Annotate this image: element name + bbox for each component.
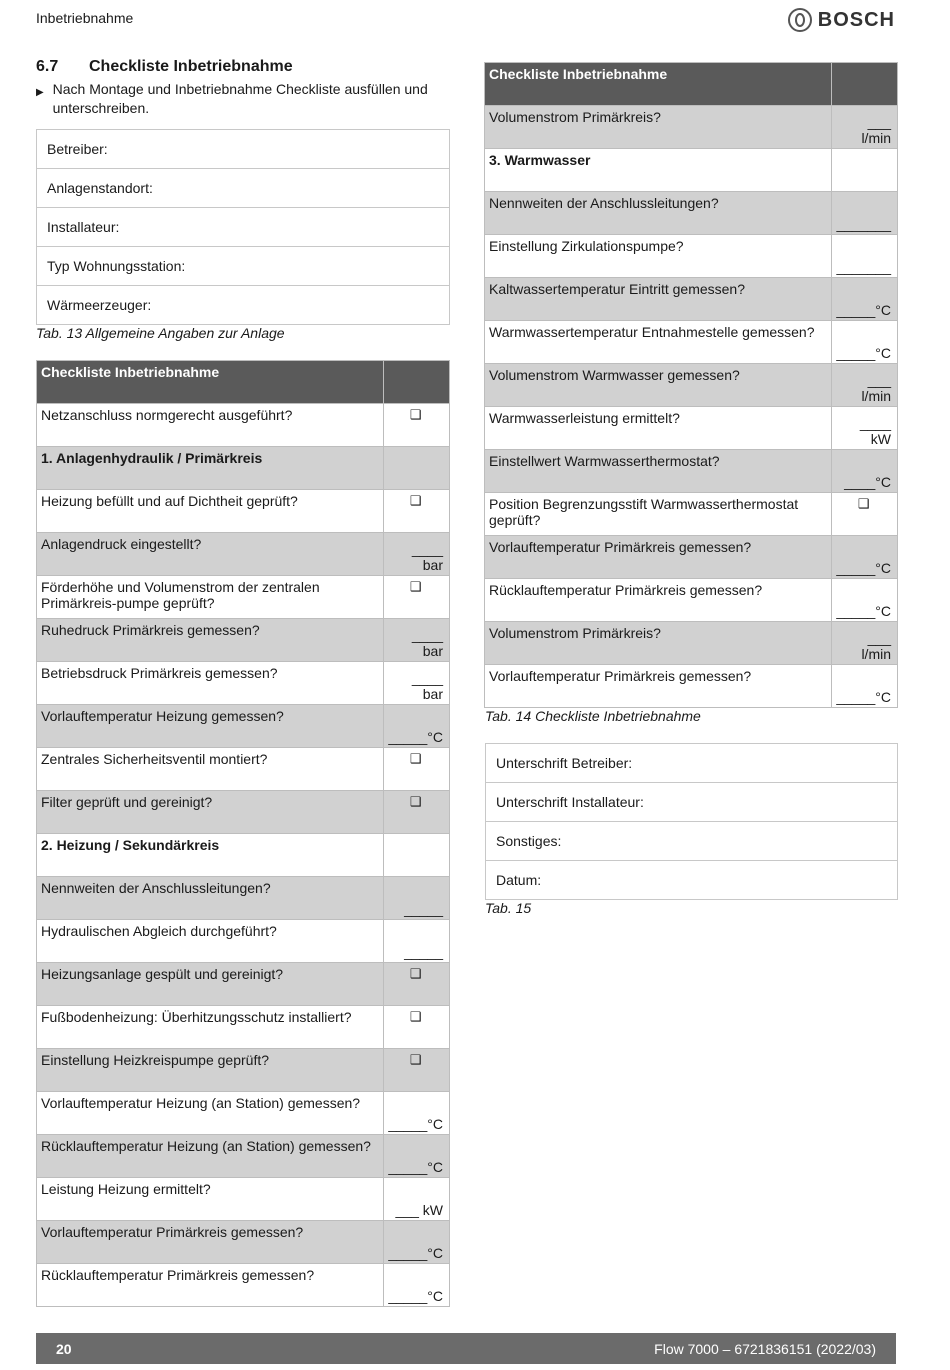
section-title: Checkliste Inbetriebnahme (89, 58, 293, 75)
table-row: Hydraulischen Abgleich durchgeführt? (37, 920, 384, 963)
checkbox-icon: ❑ (384, 748, 450, 791)
answer-blank: _____°C (832, 536, 898, 579)
table-row: Volumenstrom Warmwasser gemessen? (485, 364, 832, 407)
table-row: Anlagendruck eingestellt? (37, 533, 384, 576)
table-row: Betriebsdruck Primärkreis gemessen? (37, 662, 384, 705)
table-row: Vorlauftemperatur Primärkreis gemessen? (485, 665, 832, 708)
checkbox-icon: ❑ (384, 963, 450, 1006)
table-row: Warmwassertemperatur Entnahmestelle gemessen? (485, 321, 832, 364)
table-caption: Tab. 13 Allgemeine Angaben zur Anlage (36, 325, 285, 341)
checklist-table-left (36, 360, 450, 1307)
table-row: Förderhöhe und Volumenstrom der zentralen Primärkreis-pumpe geprüft? (37, 576, 384, 619)
table-row: Vorlauftemperatur Primärkreis gemessen? (37, 1221, 384, 1264)
info-row-location: Anlagenstandort: (37, 169, 450, 208)
answer-blank: ____ bar (384, 662, 450, 705)
table-row: Nennweiten der Anschlussleitungen? (485, 192, 832, 235)
answer-blank: ____°C (832, 450, 898, 493)
table-row: Ruhedruck Primärkreis gemessen? (37, 619, 384, 662)
table-row: Nennweiten der Anschlussleitungen? (37, 877, 384, 920)
info-row-station-type: Typ Wohnungsstation: (37, 247, 450, 286)
answer-blank: ___ kW (384, 1178, 450, 1221)
info-row-heat-generator: Wärmeerzeuger: (37, 286, 450, 325)
answer-blank: _____ (384, 877, 450, 920)
table-row: Vorlauftemperatur Heizung (an Station) gemessen? (37, 1092, 384, 1135)
table-row: Kaltwassertemperatur Eintritt gemessen? (485, 278, 832, 321)
table-row: Warmwasserleistung ermittelt? (485, 407, 832, 450)
sig-row-date: Datum: (486, 861, 898, 900)
page-number: 20 (56, 1340, 72, 1357)
table-row: Rücklauftemperatur Primärkreis gemessen? (37, 1264, 384, 1307)
table-row: Fußbodenheizung: Überhitzungsschutz installiert? (37, 1006, 384, 1049)
table-row: Vorlauftemperatur Primärkreis gemessen? (485, 536, 832, 579)
table-row: Heizung befüllt und auf Dichtheit geprüft? (37, 490, 384, 533)
table-row-group: 1. Anlagenhydraulik / Primärkreis (37, 447, 384, 490)
table-row: Volumenstrom Primärkreis? (485, 622, 832, 665)
answer-blank: ___ l/min (832, 622, 898, 665)
answer-blank: _____°C (832, 579, 898, 622)
checkbox-icon: ❑ (384, 791, 450, 834)
play-arrow-icon: ▶ (36, 87, 44, 98)
checklist-table-right (484, 62, 898, 708)
page-header-title: Inbetriebnahme (36, 10, 134, 26)
brand-logo (788, 8, 895, 32)
info-row-installer: Installateur: (37, 208, 450, 247)
sig-row-installer: Unterschrift Installateur: (486, 783, 898, 822)
sig-row-other: Sonstiges: (486, 822, 898, 861)
sig-row-operator: Unterschrift Betreiber: (486, 744, 898, 783)
table-row: Leistung Heizung ermittelt? (37, 1178, 384, 1221)
table-row: Einstellwert Warmwasserthermostat? (485, 450, 832, 493)
table-row: Einstellung Zirkulationspumpe? (485, 235, 832, 278)
table-row: Rücklauftemperatur Primärkreis gemessen? (485, 579, 832, 622)
table-row: Einstellung Heizkreispumpe geprüft? (37, 1049, 384, 1092)
table-row: Heizungsanlage gespült und gereinigt? (37, 963, 384, 1006)
answer-blank: _____°C (384, 705, 450, 748)
answer-blank: _______ (832, 235, 898, 278)
answer-blank: _____°C (384, 1264, 450, 1307)
table-row: Netzanschluss normgerecht ausgeführt? (37, 404, 384, 447)
answer-blank: ____ bar (384, 533, 450, 576)
table-row-group: 2. Heizung / Sekundärkreis (37, 834, 384, 877)
answer-blank: ___ l/min (832, 106, 898, 149)
section-heading (36, 58, 448, 118)
checkbox-icon: ❑ (832, 493, 898, 536)
table-row-group: 3. Warmwasser (485, 149, 832, 192)
bosch-logo-icon (788, 8, 812, 32)
general-info-table (36, 129, 450, 325)
info-row-operator: Betreiber: (37, 130, 450, 169)
table-row: Position Begrenzungsstift Warmwasserthermostat geprüft? (485, 493, 832, 536)
answer-blank: ____ bar (384, 619, 450, 662)
table-caption: Tab. 15 (485, 900, 532, 916)
checkbox-icon: ❑ (384, 490, 450, 533)
section-number: 6.7 (36, 58, 59, 75)
answer-blank: _______ (832, 192, 898, 235)
table-row: Zentrales Sicherheitsventil montiert? (37, 748, 384, 791)
instruction-text: Nach Montage und Inbetriebnahme Checkliste ausfüllen und unterschreiben. (52, 81, 428, 116)
answer-blank: _____°C (832, 278, 898, 321)
table-caption: Tab. 14 Checkliste Inbetriebnahme (485, 708, 701, 724)
checkbox-icon: ❑ (384, 1006, 450, 1049)
table-row: Vorlauftemperatur Heizung gemessen? (37, 705, 384, 748)
checkbox-icon: ❑ (384, 1049, 450, 1092)
answer-blank: ____ kW (832, 407, 898, 450)
answer-blank: _____°C (832, 321, 898, 364)
table-header: Checkliste Inbetriebnahme (37, 361, 384, 404)
answer-blank: _____°C (832, 665, 898, 708)
checkbox-icon: ❑ (384, 404, 450, 447)
answer-blank: _____°C (384, 1135, 450, 1178)
answer-blank: _____°C (384, 1221, 450, 1264)
checkbox-icon: ❑ (384, 576, 450, 619)
table-row: Filter geprüft und gereinigt? (37, 791, 384, 834)
answer-blank: ___ l/min (832, 364, 898, 407)
instruction-step (36, 80, 448, 118)
table-row: Volumenstrom Primärkreis? (485, 106, 832, 149)
logo-text: BOSCH (817, 8, 895, 31)
answer-blank: _____ (384, 920, 450, 963)
doc-reference: Flow 7000 – 6721836151 (2022/03) (654, 1340, 876, 1357)
table-header: Checkliste Inbetriebnahme (485, 63, 832, 106)
answer-blank: _____°C (384, 1092, 450, 1135)
table-row: Rücklauftemperatur Heizung (an Station) gemessen? (37, 1135, 384, 1178)
page-footer (36, 1333, 896, 1364)
signature-table (485, 743, 898, 900)
